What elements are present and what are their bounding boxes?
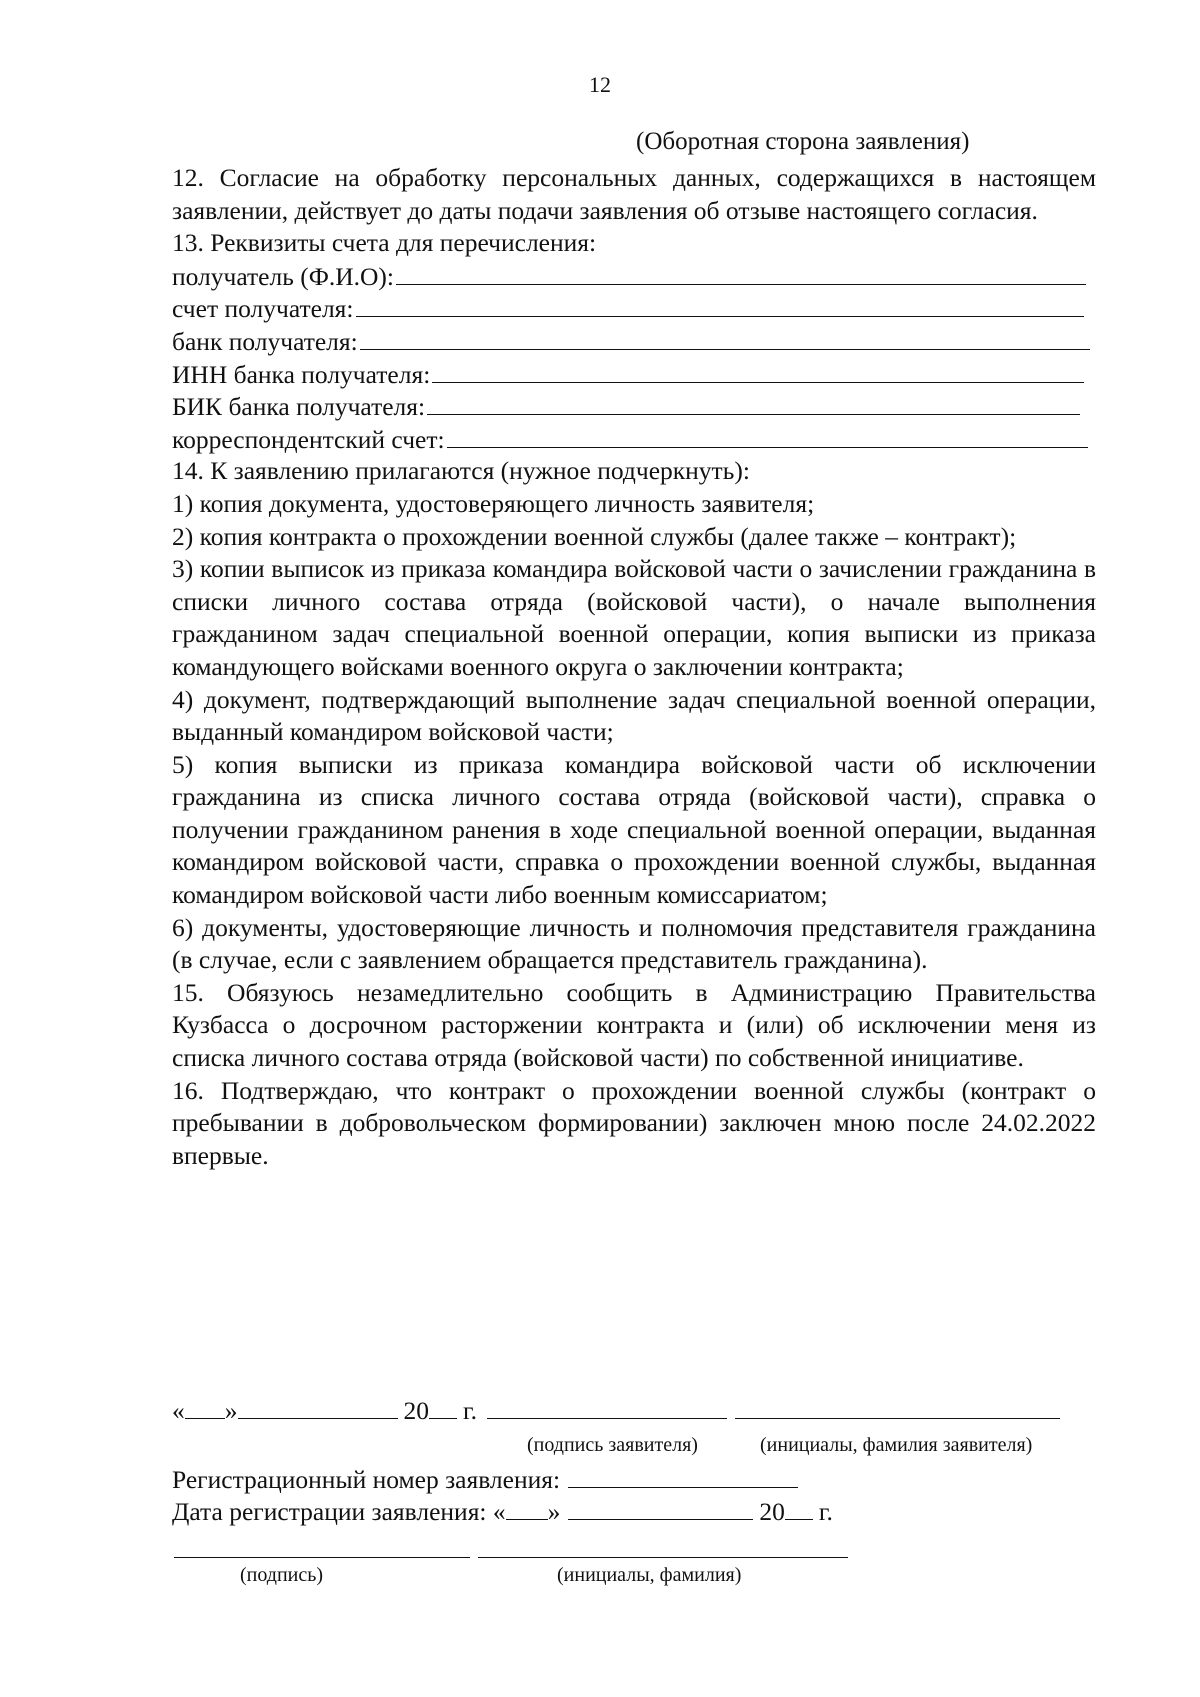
field-corr-line[interactable] [447,423,1088,448]
registration-date-close-quote: » [547,1497,561,1526]
caption-applicant-name: (инициалы, фамилия заявителя) [760,1434,1033,1456]
field-recipient[interactable] [172,260,1096,293]
registration-number-label: Регистрационный номер заявления: [172,1465,561,1494]
clause-16: 16. Подтверждаю, что контракт о прохождении военной службы (контракт о пребывании в добровольческом формировании) заключен мною после 24.02.2022 впервые. [172,1075,1096,1170]
clause-15: 15. Обязуюсь незамедлительно сообщить в Администрацию Правительства Кузбасса о досрочном расторжении контракта и (или) об исключении меня из списка личного состава отряда (войсковой части) по собственной инициативе. [172,977,1096,1073]
clause-14-item-6: 6) документы, удостоверяющие личность и полномочия представителя гражданина (в случае, если с заявлением обращается представитель гражданина). [172,912,1096,975]
date-day-line[interactable] [185,1396,225,1419]
field-bik-label: БИК банка получателя: [172,392,426,422]
date-open-quote: « [172,1396,185,1425]
field-recipient-line[interactable] [396,260,1086,285]
field-account[interactable] [172,292,1096,325]
registration-day-line[interactable] [506,1497,548,1520]
back-side-label: (Оборотная сторона заявления) [636,128,970,155]
date-year-line[interactable] [429,1396,457,1419]
clause-12: 12. Согласие на обработку персональных данных, содержащихся в настоящем заявлении, действует до даты подачи заявления об отзыве настоящего согласия. [172,163,1096,225]
date-year-suffix: г. [463,1396,477,1425]
clause-14: 14. К заявлению прилагаются (нужное подчеркнуть): [172,456,750,486]
clause-14-item-5: 5) копия выписки из приказа командира войсковой части об исключении гражданина из списка личного состава отряда (войсковой части), справка о получении гражданином ранения в ходе специальной военной операции, выданная командиром войсковой части, справка о прохождении военной службы, выданная командиром войсковой части либо военным комиссариатом; [172,749,1096,910]
registration-date-label: Дата регистрации заявления: « [172,1497,506,1526]
clause-14-item-2: 2) копия контракта о прохождении военной службы (далее также – контракт); [172,521,1017,551]
field-bik[interactable] [172,390,1096,423]
clause-14-item-1: 1) копия документа, удостоверяющего личность заявителя; [172,488,815,518]
page-number: 12 [589,72,611,97]
registration-month-line[interactable] [568,1497,753,1520]
field-bik-line[interactable] [427,390,1080,415]
date-year-prefix: 20 [403,1396,429,1425]
field-corr[interactable] [172,423,1096,456]
registration-date-row [172,1497,833,1527]
field-corr-label: корреспондентский счет: [172,424,445,454]
caption-signature: (подпись) [240,1564,324,1586]
clause-13: 13. Реквизиты счета для перечисления: [172,228,597,258]
field-bank-label: банк получателя: [172,326,358,356]
field-recipient-label: получатель (Ф.И.О): [172,261,395,291]
caption-applicant-signature: (подпись заявителя) [527,1434,698,1456]
field-inn-line[interactable] [432,358,1084,383]
applicant-signature-line[interactable] [487,1396,727,1419]
date-close-quote: » [224,1396,238,1425]
official-name-line[interactable] [478,1557,848,1558]
registration-year-prefix: 20 [759,1497,785,1526]
field-account-label: счет получателя: [172,294,354,324]
applicant-name-line[interactable] [735,1396,1060,1419]
registration-year-line[interactable] [785,1497,813,1520]
field-inn-label: ИНН банка получателя: [172,359,431,389]
document-body [172,162,1096,1172]
field-account-line[interactable] [356,292,1085,317]
official-signature-line[interactable] [174,1557,470,1558]
date-month-line[interactable] [238,1396,398,1419]
application-date-row [172,1396,1060,1426]
caption-name: (инициалы, фамилия) [557,1564,742,1586]
field-inn[interactable] [172,358,1096,391]
clause-14-item-4: 4) документ, подтверждающий выполнение задач специальной военной операции, выданный командиром войсковой части; [172,684,1096,747]
registration-number-line[interactable] [568,1465,798,1488]
field-bank[interactable] [172,325,1096,358]
registration-number-row [172,1465,798,1495]
registration-year-suffix: г. [818,1497,833,1526]
field-bank-line[interactable] [360,325,1090,350]
clause-14-item-3: 3) копии выписок из приказа командира войсковой части о зачислении гражданина в списки личного состава отряда (войсковой части), о начале выполнения гражданином задач специальной военной операции, копия выписки из приказа командующего войсками военного округа о заключении контракта; [172,554,1096,681]
